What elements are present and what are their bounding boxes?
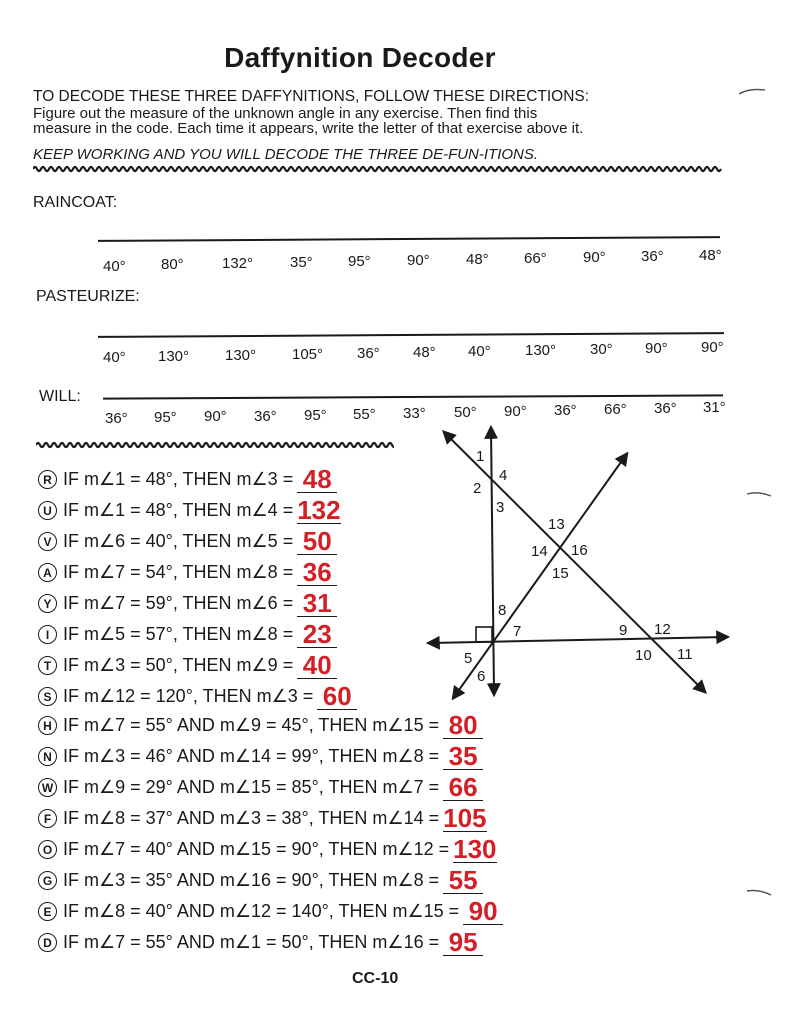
angle-label: 11 [677,646,693,663]
exercise-letter-badge: R [38,470,57,489]
code-angle: 132° [222,255,254,272]
exercise-answer-field[interactable]: 130 [453,834,497,864]
code-angle: 130° [158,348,190,365]
exercise-answer-field[interactable]: 55 [443,867,483,894]
exercise-text: IF m∠8 = 40° AND m∠12 = 140°, THEN m∠15 = [63,901,460,921]
angle-label: 16 [571,542,588,559]
code-angle: 55° [353,406,376,423]
code-angle: 48° [699,247,722,264]
code-angle: 40° [468,343,491,360]
horizontal-line [430,637,726,643]
directions-line-2: measure in the code. Each time it appears, write the letter of that exercise above it. [33,120,584,137]
exercise-answer-field[interactable]: 31 [297,590,337,617]
exercise-answer-field[interactable]: 48 [297,466,337,493]
angle-label: 9 [619,622,628,639]
code-label-raincoat: RAINCOAT: [33,194,118,211]
code-angle: 30° [590,341,613,358]
exercise-row [38,652,337,679]
exercise-text: IF m∠3 = 35° AND m∠16 = 90°, THEN m∠8 = [63,870,440,890]
code-angle: 90° [583,249,606,266]
exercise-row [38,621,337,648]
code-angle: 48° [413,344,436,361]
code-angle: 35° [290,254,313,271]
exercise-letter-badge: O [38,840,57,859]
answer-line-pasteurize[interactable] [98,332,724,338]
code-angle: 105° [292,346,324,363]
descending-transversal [445,433,704,691]
keep-working-note: KEEP WORKING AND YOU WILL DECODE THE THREE DE-FUN-ITIONS. [33,146,539,163]
directions-heading: TO DECODE THESE THREE DAFFYNITIONS, FOLLOW THESE DIRECTIONS: [33,88,590,105]
exercise-text: IF m∠1 = 48°, THEN m∠3 = [63,469,294,489]
exercise-row [38,929,483,956]
exercise-answer-field[interactable]: 132 [297,495,341,525]
angle-label: 7 [513,623,522,640]
angle-label: 1 [476,448,485,465]
exercise-answer-field[interactable]: 36 [297,559,337,586]
code-angle: 36° [641,248,664,265]
exercise-row [38,528,337,555]
exercise-row [38,774,483,801]
exercise-row [38,743,483,770]
margin-mark [737,86,767,98]
code-angle: 36° [357,345,380,362]
exercise-row [38,466,337,493]
exercise-row [38,805,487,832]
code-angle: 90° [407,252,430,269]
exercise-letter-badge: U [38,501,57,520]
angle-label: 14 [531,543,548,560]
angle-label: 5 [464,650,473,667]
answer-line-will[interactable] [103,394,723,399]
exercise-text: IF m∠7 = 54°, THEN m∠8 = [63,562,294,582]
exercise-row [38,867,483,894]
exercise-letter-badge: S [38,687,57,706]
angle-label: 3 [496,499,505,516]
angle-label: 13 [548,516,565,533]
code-angle: 31° [703,399,726,416]
code-angle: 36° [654,400,677,417]
code-angle: 36° [554,402,577,419]
code-angle: 80° [161,256,184,273]
exercise-answer-field[interactable]: 40 [297,652,337,679]
code-angle: 90° [645,340,668,357]
exercise-answer-field[interactable]: 80 [443,712,483,739]
code-angle: 90° [504,403,527,420]
code-label-will: WILL: [39,388,81,405]
angle-label: 6 [477,668,486,685]
angle-label: 4 [499,467,508,484]
answer-line-raincoat[interactable] [98,236,720,242]
code-angle: 95° [154,409,177,426]
exercise-text: IF m∠7 = 59°, THEN m∠6 = [63,593,294,613]
exercise-row [38,898,503,925]
wavy-divider-top [33,164,723,174]
exercise-letter-badge: F [38,809,57,828]
exercise-letter-badge: W [38,778,57,797]
wavy-divider-bottom [36,440,394,450]
exercise-letter-badge: G [38,871,57,890]
exercise-row [38,836,497,863]
code-angle: 95° [348,253,371,270]
exercise-answer-field[interactable]: 66 [443,774,483,801]
code-angle: 36° [105,410,128,427]
code-angle: 48° [466,251,489,268]
code-angle: 36° [254,408,277,425]
exercise-text: IF m∠9 = 29° AND m∠15 = 85°, THEN m∠7 = [63,777,440,797]
exercise-answer-field[interactable]: 60 [317,683,357,710]
angle-label: 15 [552,565,569,582]
exercise-text: IF m∠7 = 55° AND m∠9 = 45°, THEN m∠15 = [63,715,440,735]
exercise-answer-field[interactable]: 50 [297,528,337,555]
exercise-letter-badge: T [38,656,57,675]
code-angle: 40° [103,258,126,275]
exercise-text: IF m∠7 = 55° AND m∠1 = 50°, THEN m∠16 = [63,932,440,952]
code-angle: 66° [524,250,547,267]
angle-label: 10 [635,647,652,664]
exercise-row [38,683,357,710]
exercise-letter-badge: E [38,902,57,921]
vertical-line [491,429,494,693]
angle-label: 8 [498,602,507,619]
directions-line-1: Figure out the measure of the unknown angle in any exercise. Then find this [33,105,538,122]
page-title: Daffynition Decoder [224,42,496,73]
exercise-answer-field[interactable]: 35 [443,743,483,770]
code-angle: 130° [525,342,557,359]
exercise-text: IF m∠8 = 37° AND m∠3 = 38°, THEN m∠14 = [63,808,440,828]
exercise-letter-badge: A [38,563,57,582]
angle-label: 2 [473,480,482,497]
exercise-answer-field[interactable]: 95 [443,929,483,956]
exercise-row [38,712,483,739]
margin-mark [745,488,773,500]
exercise-letter-badge: H [38,716,57,735]
exercise-text: IF m∠3 = 46° AND m∠14 = 99°, THEN m∠8 = [63,746,440,766]
code-angle: 90° [204,408,227,425]
exercise-text: IF m∠7 = 40° AND m∠15 = 90°, THEN m∠12 = [63,839,450,859]
exercise-row [38,559,337,586]
exercise-text: IF m∠3 = 50°, THEN m∠9 = [63,655,294,675]
transversal-diagram [420,425,732,700]
exercise-answer-field[interactable]: 23 [297,621,337,648]
exercise-text: IF m∠1 = 48°, THEN m∠4 = [63,500,294,520]
code-angle: 66° [604,401,627,418]
exercise-answer-field[interactable]: 90 [463,898,503,925]
exercise-text: IF m∠6 = 40°, THEN m∠5 = [63,531,294,551]
margin-mark [745,887,773,899]
code-angle: 40° [103,349,126,366]
exercise-letter-badge: V [38,532,57,551]
code-label-pasteurize: PASTEURIZE: [36,288,140,305]
exercise-letter-badge: Y [38,594,57,613]
code-angle: 130° [225,347,257,364]
exercise-text: IF m∠12 = 120°, THEN m∠3 = [63,686,314,706]
code-angle: 50° [454,404,477,421]
exercise-row [38,590,337,617]
exercise-letter-badge: I [38,625,57,644]
angle-label: 12 [654,621,671,638]
code-angle: 95° [304,407,327,424]
exercise-letter-badge: N [38,747,57,766]
exercise-text: IF m∠5 = 57°, THEN m∠8 = [63,624,294,644]
code-angle: 90° [701,339,724,356]
code-angle: 33° [403,405,426,422]
exercise-row [38,497,341,524]
exercise-letter-badge: D [38,933,57,952]
page-code: CC-10 [352,970,399,987]
exercise-answer-field[interactable]: 105 [443,803,487,833]
right-angle-mark [476,627,492,642]
